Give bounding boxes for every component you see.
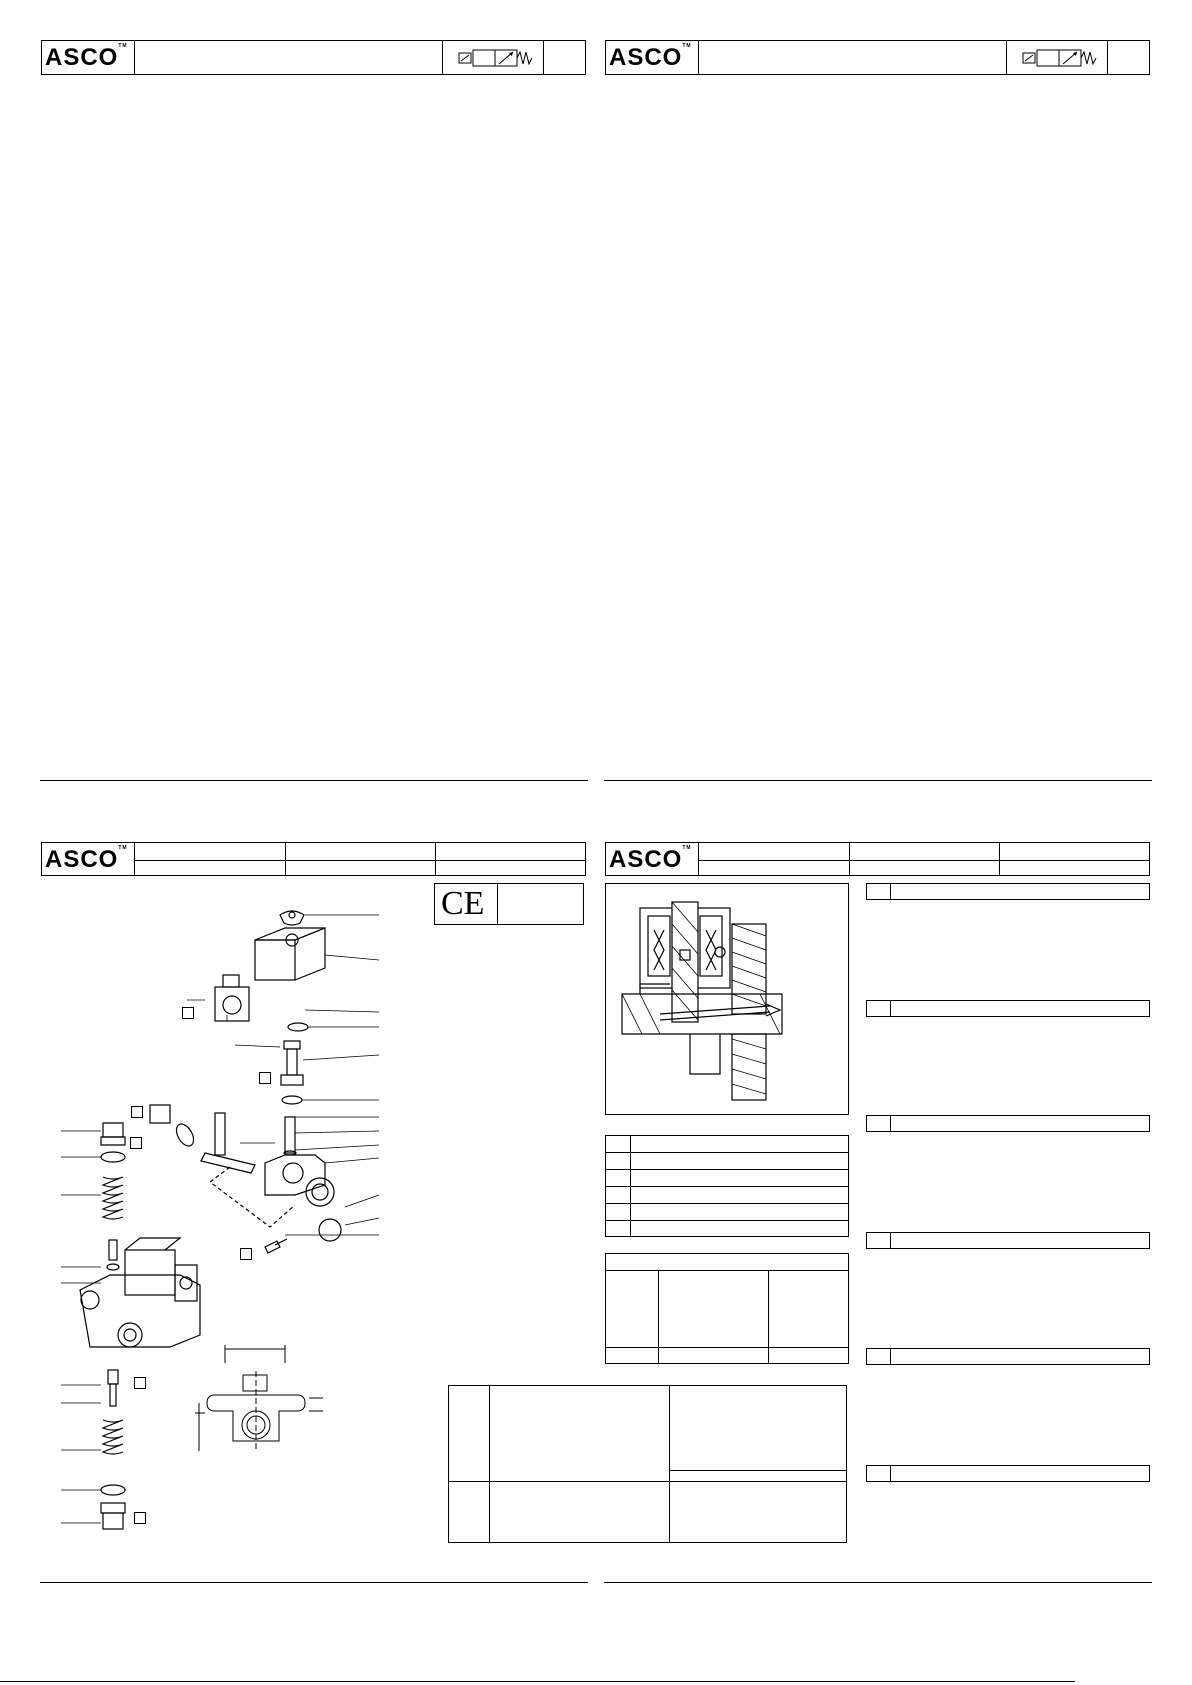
section-bar-5 [866,1348,1150,1365]
ce-mark-icon: CE [441,885,485,922]
info-table-left [448,1385,847,1543]
callout-box [130,1137,142,1149]
callout-box [134,1512,146,1524]
callout-box [134,1377,146,1389]
callout-box [240,1248,252,1260]
solenoid-valve-symbol-icon [457,48,537,68]
section-bar-1 [866,883,1150,900]
data-table-right [605,1253,849,1364]
asco-logo: ASCO™ [609,43,692,71]
section-bar-3 [866,1115,1150,1132]
divider [40,780,588,781]
section-bar-6 [866,1465,1150,1482]
solenoid-valve-symbol-icon [1021,48,1101,68]
section-bar-4 [866,1232,1150,1249]
callout-box [259,1072,271,1084]
divider [604,780,1152,781]
cross-section-drawing [620,894,835,1104]
divider [0,1681,1075,1682]
asco-logo: ASCO™ [609,845,692,873]
dimension-drawing [195,1343,335,1451]
divider [604,1582,1152,1583]
header-bottom-right [605,842,1150,876]
section-bar-2 [866,1000,1150,1017]
asco-logo: ASCO™ [45,845,128,873]
header-bottom-left [41,842,586,876]
header-top-right [605,40,1150,75]
callout-box [182,1007,194,1019]
header-top-left [41,40,586,75]
cross-section-frame [605,883,849,1115]
divider [40,1582,588,1583]
ce-certification-box [434,883,584,925]
callout-box [131,1106,143,1118]
parts-table-right [605,1135,849,1237]
asco-logo: ASCO™ [45,43,128,71]
